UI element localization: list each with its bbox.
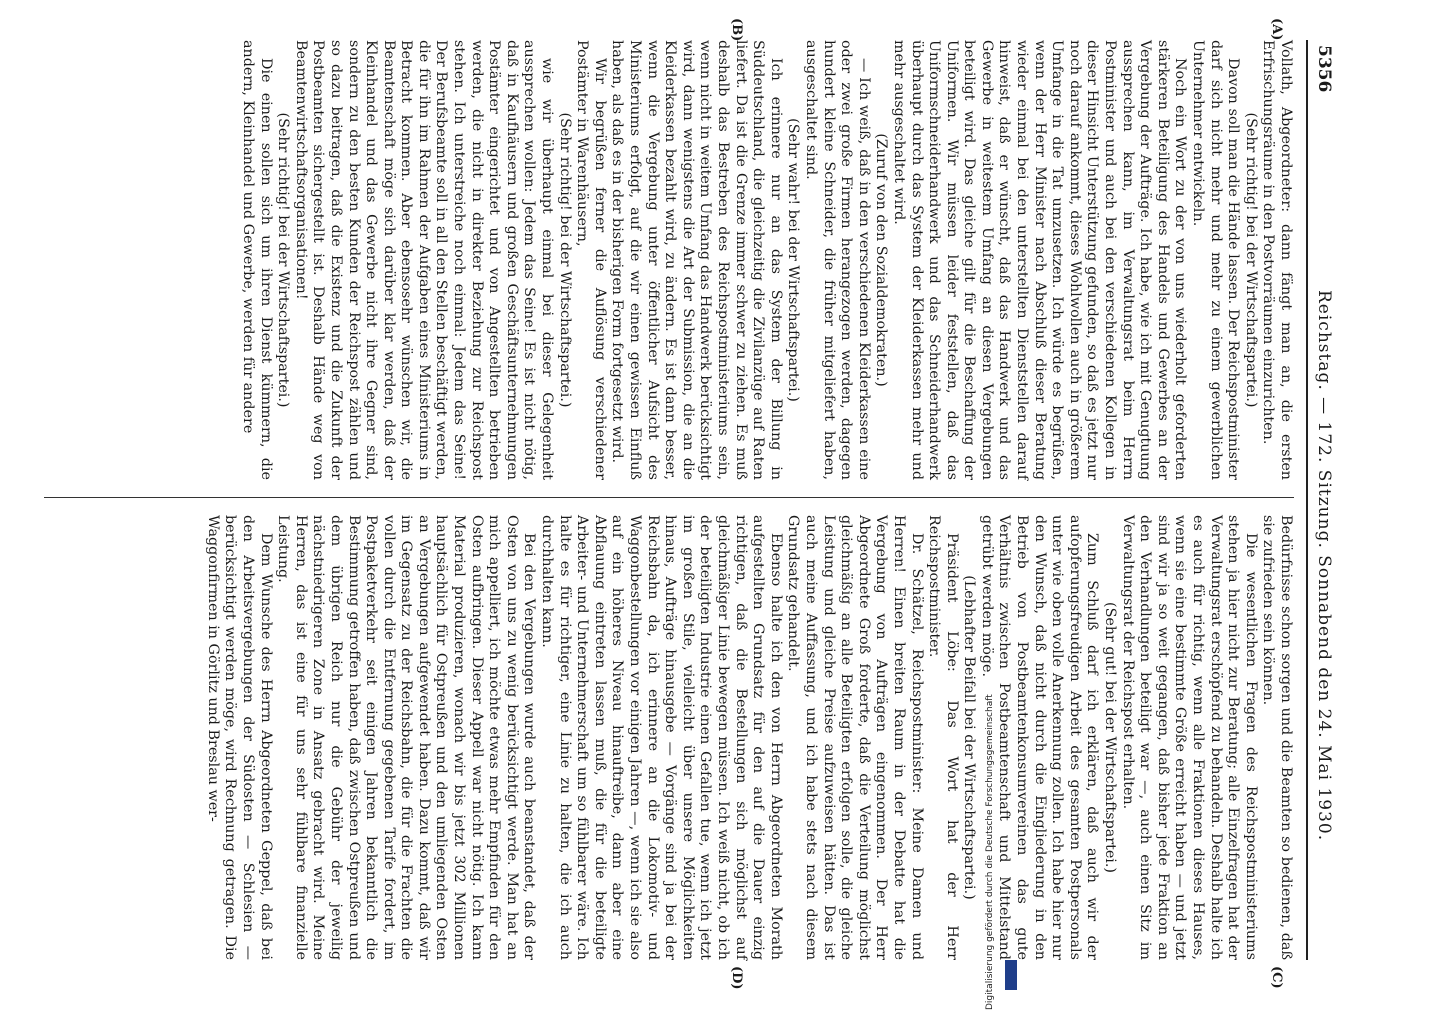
page-header <box>1304 0 1334 1000</box>
left-paragraph: — Ich weiß, daß in den verschiedenen Kleiderkassen eine oder zwei große Firmen herangezogen werden, dagegen hundert kleine Schneider, die früher mitgeliefert haben, ausgeschaltet sind. <box>802 40 872 480</box>
dfg-logo <box>1005 960 1017 990</box>
right-paragraph: Ebenso halte ich den von Herrn Abgeordneten Morath aufgestellten Grundsatz für den auf die Dauer einzig richtigen, daß die Bestellungen sich möglichst auf gleichmäßiger Linie bewegen müssen. Ich weiß nicht, ob ich der beteiligten Industrie einen Gefallen tue, wenn ich jetzt im großen Stile, vielleicht über unsere Möglichkeiten hinaus, Aufträge hinausgebe — Vorgänge sind ja bei der Reichsbahn da, ich erinnere an die Lokomotiv- und Waggonbestellungen vor einigen Jahren —, wenn ich sie also auf ein höheres Niveau hinauftreibe, dann aber eine Abflauung eintreten lassen muß, die für die beteiligte Arbeiter- und Unternehmerschaft um so fühlbarer wäre. Ich halte es für richtiger, eine Linie zu halten, die ich auch durchhalten kann. <box>539 515 784 960</box>
right-paragraph: Bedürfnisse schon sorgen und die Beamten so bedienen, daß sie zufrieden sein können. <box>1260 515 1294 960</box>
page-title: Reichstag. — 172. Sitzung. Sonnabend den 24. Mai 1930. <box>1314 290 1334 842</box>
right-paragraph: Bei den Vergebungen wurde auch beanstandet, daß der Osten von uns zu wenig berücksichtigt werde. Man hat an mich appelliert, ich möchte etwas mehr Empfinden für den Osten aufbringen. Dieser Appell war nicht nötig. Ich kann Material produzieren, wonach wir bis jetzt 302 Millionen hauptsächlich für Ostpreußen und den umliegenden Osten an Vergebungen aufgewendet haben. Dazu kommt, daß wir im Gegensatz zu der Reichsbahn, die für die Frachten die vollen durch die Entfernung gegebenen Tarife fordert, im Postpaketverkehr seit einigen Jahren bekanntlich die Bestimmung getroffen haben, daß zwischen Ostpreußen und dem übrigen Reich nur die Gebühr der jeweilig nächstniedrigeren Zone in Ansatz gebracht wird. Meine Herren, das ist eine für uns sehr fühlbare finanzielle Leistung. <box>275 515 538 960</box>
left-paragraph: Vollath, Abgeordneter: dann fängt man an, die ersten Erfrischungsräume in den Postvorräumen einzurichten. <box>1260 40 1294 480</box>
left-column <box>238 40 1294 480</box>
left-paragraph: (Sehr richtig! bei der Wirtschaftspartei.) <box>1242 112 1259 408</box>
left-paragraph: Die einen sollen sich um ihren Dienst kümmern, die andern, Kleinhandel und Gewerbe, werden für andere <box>239 40 274 480</box>
left-paragraph: wie wir überhaupt einmal bei dieser Gelegenheit aussprechen wollen: Jedem das Seine! Es ist nicht nötig, daß in Kaufhäusern und großen Geschäftsunternehmungen Postämter eingerichtet und von Angestellten betrieben werden, die nicht in direkter Beziehung zur Reichspost stehen. Ich unterstreiche noch einmal: Jedem das Seine! Der Berufsbeamte soll in all den Stellen beschäftigt werden, die für ihn im Rahmen der Aufgaben eines Ministeriums in Betracht kommen. Aber ebensosehr wünschen wir, die Beamtenschaft möge sich darüber klar werden, daß der Kleinhandel und das Gewerbe nicht ihre Gegner sind, sondern zu den besten Kunden der Reichspost zählen und so dazu beitragen, daß die Existenz und die Zukunft der Postbeamten sichergestellt ist. Deshalb Hände weg von Beamtenwirtschaftsorganisationen! <box>292 40 556 480</box>
right-paragraph: Präsident Löbe: Das Wort hat der Herr Reichspostminister. <box>926 515 960 960</box>
right-column <box>203 515 1294 960</box>
left-paragraph: Ich erinnere nur an das System der Billung in Süddeutschland, die gleichzeitig die Zivilanzüge auf Raten liefert. Da ist die Grenze immer schwer zu ziehen. Es muß deshalb das Bestreben des Reichspostministeriums sein, wenn nicht in weitem Umfang das Handwerk berücksichtigt wird, dann wenigstens die Art der Submission, die an die Kleiderkassen bezahlt wird, zu ändern. Es ist dann besser, wenn die Vergebung unter öffentlicher Aufsicht des Ministeriums erfolgt, auf die wir einen gewissen Einfluß haben, als daß es in der bisherigen Form fortgesetzt wird. <box>609 40 784 480</box>
margin-marker-d: (D) <box>729 966 744 990</box>
column-divider <box>44 497 1294 498</box>
right-paragraph: (Lebhafter Beifall bei der Wirtschaftspartei.) <box>961 575 978 900</box>
left-paragraph: (Zuruf von den Sozialdemokraten.) <box>873 133 890 387</box>
right-paragraph: Dem Wunsche des Herrn Abgeordneten Geppel, daß bei den Arbeitsvergebungen der Südosten — Schlesien — berücksichtigt werden möge, wird Rechnung getragen. Die Waggonfirmen in Görlitz und Breslau wer- <box>204 515 274 960</box>
right-paragraph: Die wesentlichen Fragen des Reichspostministeriums stehen ja hier nicht zur Beratung; alle Einzelfragen hat der Verwaltungsrat erschöpfend zu behandeln. Deshalb halte ich es auch für richtig, wenn alle Fraktionen dieses Hauses, wenn sie eine bestimmte Größe erreicht haben — und jetzt sind wir ja so weit gegangen, daß bisher jede Fraktion an den Verhandlungen beteiligt war —, auch einen Sitz im Verwaltungsrat der Reichspost erhalten. <box>1119 515 1259 960</box>
left-paragraph: (Sehr richtig! bei der Wirtschaftspartei.) <box>275 112 292 408</box>
page-number: 5356 <box>1314 45 1334 93</box>
margin-marker-c: (C) <box>1269 966 1284 989</box>
left-paragraph: Wir begrüßen ferner die Auflösung verschiedener Postämter in Warenhäusern, <box>574 40 608 480</box>
right-paragraph: (Sehr gut! bei der Wirtschaftspartei.) <box>1102 602 1119 873</box>
header-divider <box>1306 40 1308 960</box>
left-paragraph: Davon soll man die Hände lassen. Der Reichspostminister darf sich nicht mehr und mehr zu einem gewerblichen Unternehmer entwickeln. <box>1190 40 1242 480</box>
margin-marker-a: (A) <box>1269 18 1284 41</box>
right-paragraph: Zum Schluß darf ich erklären, daß auch wir der aufopferungsfreudigen Arbeit des gesamten Postpersonals unter wie oben volle Anerkennung zollen. Ich habe hier nur den Wunsch, daß nicht durch die Eingliederung in den Betrieb von Postbeamtenkonsumvereinen das gute Verhältnis zwischen Postbeamtenschaft und Mittelstand getrübt werden möge. <box>978 515 1101 960</box>
right-paragraph: Dr. Schätzel, Reichspostminister: Meine Damen und Herren! Einen breiten Raum in der Debatte hat die Vergebung von Aufträgen eingenommen. Der Herr Abgeordnete Groß forderte, daß die Verteilung möglichst gleichmäßig an alle Beteiligten erfolgen solle, die gleiche Leistung und gleiche Preise aufzuweisen hätten. Das ist auch meine Auffassung, und ich habe stets nach diesem Grundsatz gehandelt. <box>785 515 925 960</box>
margin-marker-b: (B) <box>729 18 744 42</box>
digitization-credit: Digitalisierung gefördert durch die Deutsche Forschungsgemeinschaft <box>985 694 995 1010</box>
left-paragraph: Noch ein Wort zu der von uns wiederholt geforderten stärkeren Beteiligung des Handels und Gewerbes an der Vergebung der Aufträge. Ich habe, wie ich mit Genugtuung aussprechen kann, im Verwaltungsrat beim Herrn Postminister und auch bei den verschiedenen Kollegen in dieser Hinsicht Unterstützung gefunden, so daß es jetzt nur noch darauf ankommt, dieses Wohlwollen auch in größerem Umfange in die Tat umzusetzen. Ich würde es begrüßen, wenn der Herr Minister nach Abschluß dieser Beratung wieder einmal bei den unterstellten Dienststellen darauf hinweist, daß er wünscht, daß das Handwerk und das Gewerbe in weitestem Umfang an diesen Vergebungen beteiligt wird. Das gleiche gilt für die Beschaffung der Uniformen. Wir müssen leider feststellen, daß das Uniformschneiderhandwerk und das Schneiderhandwerk überhaupt durch das System der Kleiderkassen mehr und mehr ausgeschaltet wird. <box>890 40 1189 480</box>
left-paragraph: (Sehr richtig! bei der Wirtschaftspartei.) <box>556 112 573 408</box>
left-paragraph: (Sehr wahr! bei der Wirtschaftspartei.) <box>785 118 802 402</box>
